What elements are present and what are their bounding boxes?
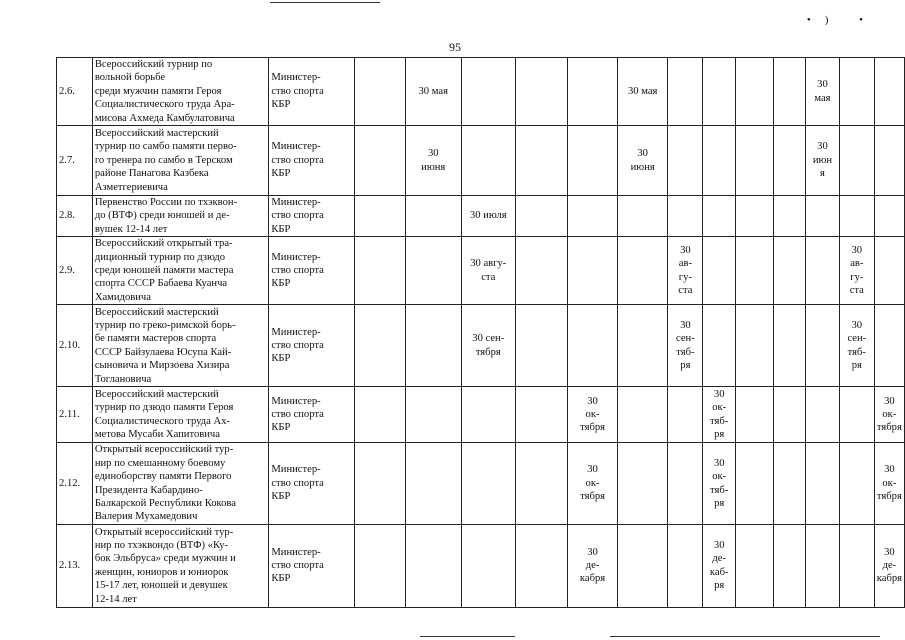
schedule-date-text: 30 сен- — [472, 333, 505, 345]
event-title-line: Валерия Мухамедович — [94, 511, 198, 523]
event-title-line: СССР Байзулаева Юсупа Кай- — [94, 346, 232, 358]
organizer-line: Министер- — [271, 326, 321, 338]
schedule-date-text: ав- — [850, 258, 864, 270]
schedule-date-text: 30 — [884, 464, 895, 476]
schedule-cell — [461, 305, 516, 387]
event-title-line: турнир по самбо памяти перво- — [94, 141, 237, 153]
schedule-cell — [874, 196, 904, 237]
schedule-cell — [617, 126, 668, 196]
table-row — [57, 196, 905, 237]
schedule-cell — [617, 443, 668, 524]
event-title-line: Всероссийский открытый тра- — [94, 238, 233, 250]
organizer-line: КБР — [271, 99, 291, 111]
table-row — [57, 305, 905, 387]
events-plan-table — [56, 57, 905, 608]
schedule-cell — [516, 524, 568, 607]
schedule-date-text: ста — [678, 285, 693, 297]
organizer — [269, 58, 354, 126]
organizer — [269, 524, 354, 607]
table-row — [57, 126, 905, 196]
schedule-cell — [806, 237, 840, 305]
schedule-date-text: тяб- — [676, 346, 695, 358]
schedule-cell — [354, 126, 405, 196]
schedule-cell — [874, 305, 904, 387]
schedule-cell — [617, 237, 668, 305]
table-row — [57, 443, 905, 524]
schedule-cell — [773, 524, 806, 607]
organizer — [269, 443, 354, 524]
organizer-line: КБР — [271, 278, 291, 290]
event-title-line: женщин, юниоров и юниорок — [94, 566, 229, 578]
event-title-line: вольной борьбе — [94, 72, 166, 84]
schedule-cell — [839, 58, 874, 126]
organizer-line: КБР — [271, 422, 291, 434]
event-title-line: нир по тхэквондо (ВТФ) «Ку- — [94, 539, 229, 551]
organizer-line: Министер- — [271, 395, 321, 407]
schedule-date-text: июн — [812, 154, 833, 166]
organizer-line: ство спорта — [271, 210, 324, 222]
schedule-date-text: 30 — [587, 395, 598, 407]
event-title-line: районе Панагова Казбека — [94, 168, 209, 180]
schedule-cell — [736, 443, 773, 524]
schedule-date-text: тября — [475, 346, 501, 358]
schedule-cell — [354, 524, 405, 607]
schedule-cell — [405, 126, 461, 196]
schedule-date-text: тября — [876, 491, 902, 503]
schedule-cell — [874, 524, 904, 607]
schedule-cell — [668, 126, 703, 196]
event-title-line: турнир по дзюдо памяти Героя — [94, 402, 234, 414]
schedule-cell — [461, 237, 516, 305]
schedule-date-text: мая — [814, 92, 831, 104]
table-row — [57, 237, 905, 305]
schedule-cell — [773, 443, 806, 524]
event-title-line: Балкарской Республики Кокова — [94, 497, 237, 509]
organizer — [269, 387, 354, 443]
schedule-date-text: сен- — [847, 333, 867, 345]
schedule-cell — [405, 196, 461, 237]
row-number: 2.10. — [57, 305, 93, 387]
schedule-date-text: тяб- — [710, 415, 729, 427]
row-number: 2.6. — [57, 58, 93, 126]
row-number: 2.12. — [57, 443, 93, 524]
schedule-cell — [354, 237, 405, 305]
event-title-line: турнир по греко-римской борь- — [94, 319, 236, 331]
event-title-line: диционный турнир по дзюдо — [94, 251, 226, 263]
schedule-cell — [668, 443, 703, 524]
organizer-line: Министер- — [271, 72, 321, 84]
schedule-cell — [516, 305, 568, 387]
schedule-cell — [461, 524, 516, 607]
event-title — [92, 387, 269, 443]
event-title-line: Открытый всероссийский тур- — [94, 526, 234, 538]
schedule-cell — [703, 58, 736, 126]
schedule-cell — [736, 58, 773, 126]
schedule-cell — [461, 58, 516, 126]
schedule-date-text: ста — [849, 285, 864, 297]
schedule-date-text: кабря — [579, 573, 606, 585]
organizer-line: КБР — [271, 491, 291, 503]
schedule-cell — [736, 196, 773, 237]
schedule-date-text: ок- — [585, 477, 600, 489]
schedule-cell — [354, 196, 405, 237]
scan-corner-marks: •) • — [806, 14, 877, 26]
schedule-cell — [617, 387, 668, 443]
scan-artifact-bottom-right — [610, 636, 880, 637]
schedule-date-text: 30 — [587, 546, 598, 558]
schedule-date-text: ок- — [882, 477, 897, 489]
schedule-date-text: ста — [481, 271, 496, 283]
event-title-line: среди мужчин памяти Героя — [94, 85, 222, 97]
schedule-date-text: 30 — [851, 244, 863, 256]
schedule-cell — [568, 387, 618, 443]
schedule-date-text: 30 авгу- — [470, 258, 507, 270]
schedule-cell — [839, 524, 874, 607]
event-title-line: спорта СССР Бабаева Куанча — [94, 278, 228, 290]
schedule-cell — [806, 443, 840, 524]
schedule-cell — [568, 237, 618, 305]
schedule-cell — [874, 387, 904, 443]
row-number: 2.9. — [57, 237, 93, 305]
event-title-line: Всероссийский мастерский — [94, 306, 219, 318]
schedule-cell — [874, 58, 904, 126]
event-title-line: 15-17 лет, юношей и девушек — [94, 580, 228, 592]
row-number: 2.8. — [57, 196, 93, 237]
schedule-cell — [736, 387, 773, 443]
schedule-date-text: 30 — [680, 319, 691, 331]
schedule-date-text: июня — [421, 161, 446, 173]
schedule-date-text: 30 — [587, 464, 598, 476]
schedule-date-text: ря — [714, 497, 725, 509]
organizer — [269, 305, 354, 387]
table-row — [57, 58, 905, 126]
schedule-cell — [568, 305, 618, 387]
schedule-cell — [568, 196, 618, 237]
event-title-line: нир по смешанному боевому — [94, 457, 226, 469]
event-title-line: бок Эльбруса» среди мужчин и — [94, 553, 236, 565]
schedule-cell — [405, 524, 461, 607]
organizer-line: ство спорта — [271, 477, 324, 489]
schedule-cell — [773, 196, 806, 237]
organizer-line: Министер- — [271, 546, 321, 558]
organizer — [269, 237, 354, 305]
scan-artifact-bottom-left — [420, 636, 515, 637]
schedule-date-text: 30 мая — [627, 85, 658, 97]
schedule-date-text: 30 — [817, 141, 828, 153]
event-title-line: Всероссийский мастерский — [94, 128, 219, 140]
schedule-cell — [516, 196, 568, 237]
schedule-cell — [839, 387, 874, 443]
schedule-cell — [568, 524, 618, 607]
schedule-cell — [516, 126, 568, 196]
schedule-cell — [405, 443, 461, 524]
schedule-cell — [461, 196, 516, 237]
schedule-cell — [516, 237, 568, 305]
schedule-cell — [703, 305, 736, 387]
table-row — [57, 524, 905, 607]
organizer-line: Министер- — [271, 251, 321, 263]
event-title-line: 12-14 лет — [94, 593, 137, 605]
schedule-cell — [773, 305, 806, 387]
schedule-cell — [773, 126, 806, 196]
organizer-line: ство спорта — [271, 409, 324, 421]
schedule-date-text: де- — [585, 560, 600, 572]
schedule-cell — [568, 58, 618, 126]
schedule-cell — [617, 58, 668, 126]
event-title-line: го тренера по самбо в Терском — [94, 154, 233, 166]
organizer-line: ство спорта — [271, 560, 324, 572]
schedule-cell — [461, 387, 516, 443]
schedule-date-text: 30 — [817, 79, 828, 91]
schedule-cell — [839, 237, 874, 305]
schedule-date-text: де- — [882, 560, 897, 572]
schedule-date-text: де- — [712, 553, 726, 565]
schedule-cell — [617, 196, 668, 237]
organizer — [269, 196, 354, 237]
event-title-line: среди юношей памяти мастера — [94, 265, 234, 277]
organizer-line: ство спорта — [271, 340, 324, 352]
schedule-cell — [806, 196, 840, 237]
schedule-cell — [405, 58, 461, 126]
event-title — [92, 443, 269, 524]
schedule-cell — [736, 524, 773, 607]
organizer-line: Министер- — [271, 141, 321, 153]
row-number: 2.11. — [57, 387, 93, 443]
schedule-date-text: я — [820, 168, 825, 180]
event-title-line: Азметгериевича — [94, 181, 168, 193]
schedule-date-text: ок- — [882, 409, 897, 421]
schedule-cell — [703, 237, 736, 305]
page-number: 95 — [449, 40, 461, 54]
schedule-cell — [773, 58, 806, 126]
schedule-cell — [806, 58, 840, 126]
schedule-cell — [806, 387, 840, 443]
organizer-line: Министер- — [271, 464, 321, 476]
schedule-cell — [703, 524, 736, 607]
event-title-line: до (ВТФ) среди юношей и де- — [94, 210, 230, 222]
organizer-line: КБР — [271, 223, 291, 235]
table-row — [57, 387, 905, 443]
event-title — [92, 58, 269, 126]
event-title — [92, 305, 269, 387]
schedule-date-text: каб- — [709, 566, 729, 578]
schedule-cell — [703, 126, 736, 196]
schedule-cell — [568, 126, 618, 196]
schedule-cell — [736, 126, 773, 196]
schedule-date-text: тяб- — [847, 346, 866, 358]
organizer-line: ство спорта — [271, 154, 324, 166]
organizer-line: КБР — [271, 353, 291, 365]
schedule-cell — [668, 196, 703, 237]
schedule-cell — [405, 305, 461, 387]
schedule-cell — [516, 58, 568, 126]
schedule-cell — [668, 58, 703, 126]
schedule-cell — [354, 305, 405, 387]
schedule-cell — [736, 237, 773, 305]
schedule-cell — [354, 58, 405, 126]
schedule-cell — [617, 305, 668, 387]
schedule-date-text: тября — [580, 422, 606, 434]
schedule-date-text: 30 — [637, 148, 648, 160]
event-title-line: Хамидовича — [94, 291, 151, 303]
event-title-line: Всероссийский турнир по — [94, 59, 213, 70]
event-title-line: Всероссийский мастерский — [94, 388, 219, 400]
event-title-line: Социалистического труда Ах- — [94, 415, 230, 427]
schedule-cell — [354, 443, 405, 524]
schedule-cell — [773, 387, 806, 443]
schedule-date-text: ря — [851, 360, 862, 372]
schedule-date-text: 30 — [713, 539, 725, 551]
organizer — [269, 126, 354, 196]
schedule-date-text: ав- — [678, 258, 692, 270]
organizer-line: ство спорта — [271, 265, 324, 277]
schedule-cell — [668, 305, 703, 387]
schedule-date-text: гу- — [678, 271, 692, 283]
schedule-date-text: 30 мая — [418, 85, 448, 97]
schedule-date-text: 30 — [680, 244, 691, 256]
event-title-line: вушек 12-14 лет — [94, 223, 168, 235]
schedule-date-text: гу- — [850, 271, 864, 283]
schedule-cell — [668, 524, 703, 607]
schedule-cell — [703, 387, 736, 443]
schedule-cell — [703, 443, 736, 524]
schedule-cell — [839, 305, 874, 387]
schedule-cell — [736, 305, 773, 387]
schedule-date-text: 30 июля — [469, 210, 507, 222]
schedule-date-text: ря — [680, 360, 691, 372]
schedule-date-text: ря — [714, 580, 725, 592]
event-title-line: Первенство России по тхэквон- — [94, 197, 238, 209]
schedule-cell — [874, 126, 904, 196]
event-title-line: Президента Кабардино- — [94, 484, 203, 496]
schedule-cell — [354, 387, 405, 443]
event-title — [92, 524, 269, 607]
schedule-date-text: 30 — [713, 388, 725, 400]
event-title-line: Открытый всероссийский тур- — [94, 444, 234, 456]
schedule-date-text: тября — [580, 491, 606, 503]
schedule-cell — [806, 305, 840, 387]
row-number: 2.7. — [57, 126, 93, 196]
schedule-cell — [839, 196, 874, 237]
schedule-cell — [516, 387, 568, 443]
schedule-date-text: ря — [714, 429, 725, 441]
schedule-cell — [617, 524, 668, 607]
schedule-cell — [461, 443, 516, 524]
event-title-line: бе памяти мастеров спорта — [94, 333, 217, 345]
schedule-date-text: кабря — [876, 573, 902, 585]
schedule-cell — [461, 126, 516, 196]
schedule-cell — [874, 443, 904, 524]
schedule-cell — [568, 443, 618, 524]
schedule-cell — [839, 443, 874, 524]
event-title-line: Социалистического труда Ара- — [94, 99, 235, 111]
organizer-line: Министер- — [271, 197, 321, 209]
schedule-date-text: 30 — [427, 148, 439, 160]
event-title-line: единоборству памяти Первого — [94, 471, 232, 483]
schedule-cell — [516, 443, 568, 524]
event-title — [92, 126, 269, 196]
event-title-line: Тоглановича — [94, 373, 152, 385]
schedule-date-text: сен- — [676, 333, 695, 345]
schedule-cell — [668, 237, 703, 305]
schedule-date-text: 30 — [851, 319, 863, 331]
schedule-date-text: 30 — [884, 546, 895, 558]
schedule-date-text: тяб- — [710, 484, 729, 496]
schedule-date-text: ок- — [712, 471, 727, 483]
schedule-date-text: тября — [876, 422, 902, 434]
organizer-line: ство спорта — [271, 85, 324, 97]
event-title-line: сыновича и Мирзоева Хизира — [94, 360, 230, 372]
row-number: 2.13. — [57, 524, 93, 607]
schedule-date-text: 30 — [884, 395, 895, 407]
event-title — [92, 237, 269, 305]
schedule-cell — [703, 196, 736, 237]
organizer-line: КБР — [271, 573, 291, 585]
schedule-date-text: ок- — [585, 409, 600, 421]
event-title — [92, 196, 269, 237]
schedule-cell — [806, 126, 840, 196]
organizer-line: КБР — [271, 168, 291, 180]
schedule-date-text: июня — [630, 161, 655, 173]
schedule-cell — [405, 387, 461, 443]
event-title-line: метова Мусаби Хапитовича — [94, 429, 220, 441]
event-title-line: мисова Ахмеда Камбулатовича — [94, 112, 235, 124]
schedule-cell — [405, 237, 461, 305]
schedule-date-text: 30 — [713, 457, 725, 469]
schedule-cell — [773, 237, 806, 305]
schedule-cell — [668, 387, 703, 443]
schedule-cell — [839, 126, 874, 196]
schedule-date-text: ок- — [712, 402, 727, 414]
schedule-cell — [874, 237, 904, 305]
scan-artifact-top — [270, 2, 380, 3]
schedule-cell — [806, 524, 840, 607]
